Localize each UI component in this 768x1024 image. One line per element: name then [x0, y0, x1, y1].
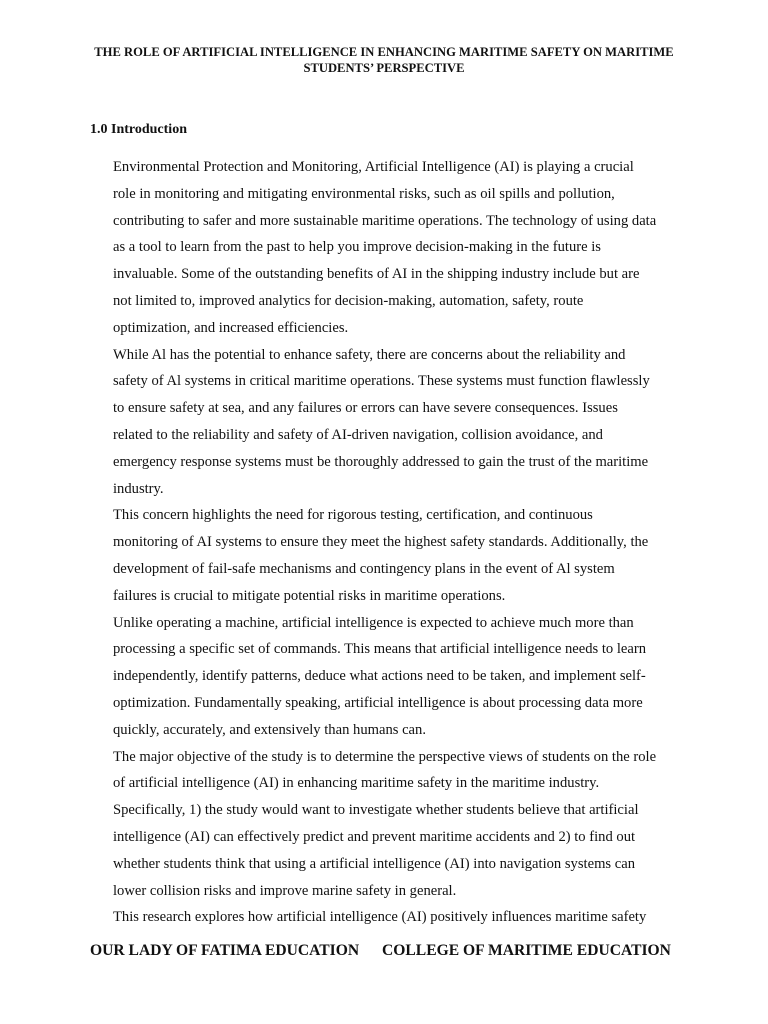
- text-line: While Al has the potential to enhance safety, there are concerns about the reliability and: [113, 346, 626, 363]
- title-line-1: THE ROLE OF ARTIFICIAL INTELLIGENCE IN ENHANCING MARITIME SAFETY ON MARITIME: [94, 45, 674, 59]
- text-line: Specifically, 1) the study would want to investigate whether students believe that artificial: [113, 802, 639, 819]
- text-line: optimization. Fundamentally speaking, artificial intelligence is about processing data more: [113, 694, 643, 711]
- text-line: Environmental Protection and Monitoring, Artificial Intelligence (AI) is playing a crucial: [113, 159, 634, 175]
- text-line: Unlike operating a machine, artificial intelligence is expected to achieve much more than: [113, 614, 634, 631]
- text-line: emergency response systems must be thoroughly addressed to gain the trust of the maritime: [113, 453, 649, 470]
- text-line: intelligence (AI) can effectively predict and prevent maritime accidents and 2) to find out: [113, 828, 636, 845]
- text-line: optimization, and increased efficiencies.: [113, 319, 349, 336]
- page-footer: [90, 941, 670, 961]
- text-line: whether students think that using a artificial intelligence (AI) into navigation systems can: [113, 855, 635, 872]
- text-line: not limited to, improved analytics for decision-making, automation, safety, route: [113, 292, 584, 309]
- text-line: to ensure safety at sea, and any failures or errors can have severe consequences. Issues: [113, 400, 618, 417]
- text-line: safety of Al systems in critical maritime operations. These systems must function flawlessly: [113, 373, 650, 390]
- text-line: This concern highlights the need for rigorous testing, certification, and continuous: [113, 507, 593, 524]
- text-line: of artificial intelligence (AI) in enhancing maritime safety in the maritime industry.: [113, 775, 600, 792]
- footer-institution: OUR LADY OF FATIMA EDUCATION: [90, 942, 360, 959]
- text-line: invaluable. Some of the outstanding benefits of AI in the shipping industry include but are: [113, 266, 640, 283]
- text-line: industry.: [113, 480, 164, 497]
- text-line: The major objective of the study is to determine the perspective views of students on the role: [113, 748, 657, 765]
- text-line: contributing to safer and more sustainable maritime operations. The technology of using data: [113, 212, 657, 229]
- text-line: independently, identify patterns, deduce what actions need to be taken, and implement self-: [113, 668, 646, 685]
- title-line-2: STUDENTS’ PERSPECTIVE: [303, 60, 465, 75]
- text-line: role in monitoring and mitigating environmental risks, such as oil spills and pollution,: [113, 185, 615, 202]
- text-line: processing a specific set of commands. This means that artificial intelligence needs to learn: [113, 641, 647, 658]
- text-line: This research explores how artificial intelligence (AI) positively influences maritime safety: [113, 909, 647, 926]
- document-title: [80, 45, 688, 76]
- text-line: development of fail-safe mechanisms and contingency plans in the event of Al system: [113, 560, 615, 577]
- text-line: quickly, accurately, and extensively than humans can.: [113, 721, 426, 738]
- footer-college: COLLEGE OF MARITIME EDUCATION: [382, 942, 671, 959]
- section-heading: 1.0 Introduction: [90, 122, 187, 137]
- text-line: lower collision risks and improve marine safety in general.: [113, 882, 457, 899]
- text-line: failures is crucial to mitigate potential risks in maritime operations.: [113, 587, 506, 604]
- body-text: [113, 154, 678, 931]
- text-line: as a tool to learn from the past to help you improve decision-making in the future is: [113, 239, 601, 256]
- text-line: monitoring of AI systems to ensure they meet the highest safety standards. Additionally, the: [113, 534, 649, 551]
- text-line: related to the reliability and safety of AI-driven navigation, collision avoidance, and: [113, 426, 603, 443]
